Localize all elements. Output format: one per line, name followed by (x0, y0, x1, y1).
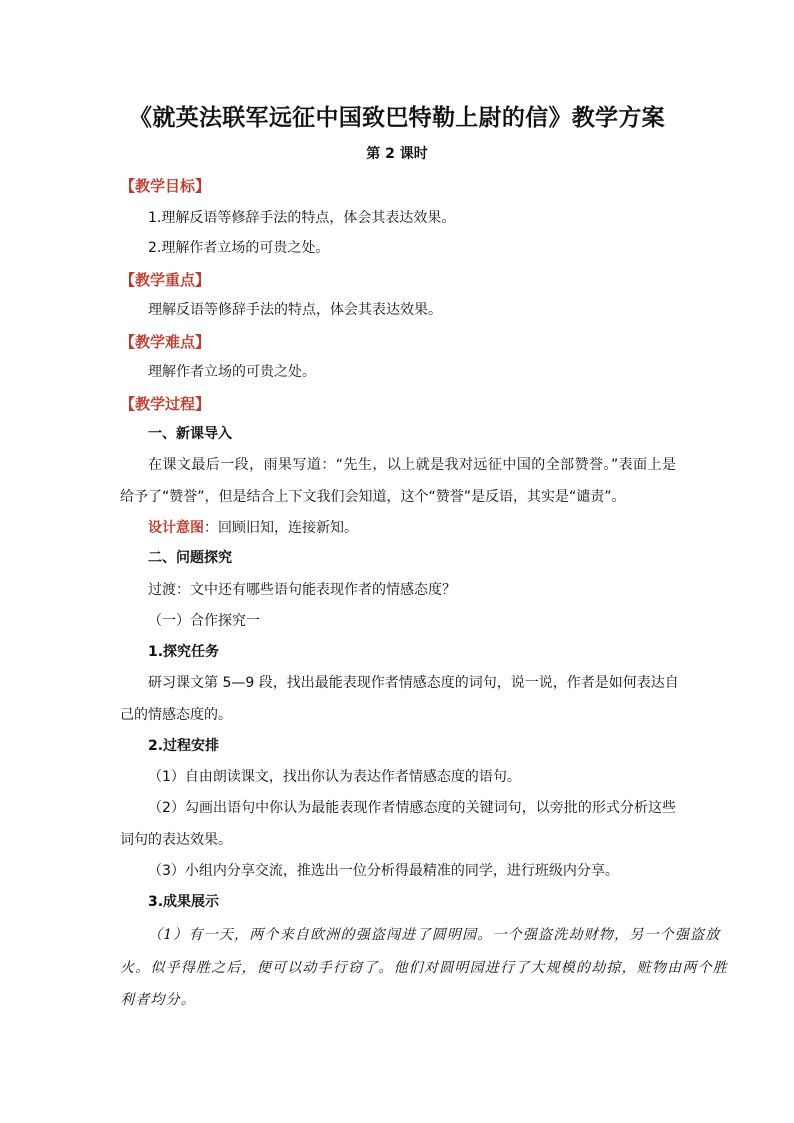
lesson-number: 第 2 课时 (366, 146, 428, 162)
step-2-line-2: 词句的表达效果。 (120, 832, 232, 848)
section-heading-difficulties: 【教学难点】 (120, 333, 211, 351)
section-heading-process: 【教学过程】 (120, 395, 211, 413)
part1-heading: 一、新课导入 (148, 426, 232, 442)
transition-text: 过渡：文中还有哪些语句能表现作者的情感态度？ (148, 582, 456, 598)
part1-paragraph-line-2: 给予了“赞誉”，但是结合上下文我们会知道，这个“赞誉”是反语，其实是“谴责”。 (120, 489, 626, 505)
result-quote-line-1: （1）有一天，两个来自欧洲的强盗闯进了圆明园。一个强盗洗劫财物，另一个强盗放 (148, 927, 721, 943)
document-title: 《就英法联军远征中国致巴特勒上尉的信》教学方案 (129, 104, 665, 131)
step-2-line-1: （2）勾画出语句中你认为最能表现作者情感态度的关键词句，以旁批的形式分析这些 (148, 800, 676, 816)
arrangement-heading: 2.过程安排 (148, 738, 220, 754)
task-text-line-1: 研习课文第 5—9 段，找出最能表现作者情感态度的词句，说一说，作者是如何表达自 (148, 675, 679, 691)
cooperative-inquiry-heading: （一）合作探究一 (148, 613, 260, 629)
part1-paragraph-line-1: 在课文最后一段，雨果写道：“先生，以上就是我对远征中国的全部赞誉。”表面上是 (148, 457, 676, 473)
result-quote-line-3: 利者均分。 (120, 992, 196, 1008)
task-heading: 1.探究任务 (148, 644, 220, 660)
step-3: （3）小组内分享交流，推选出一位分析得最精准的同学，进行班级内分享。 (148, 863, 619, 879)
design-intent-text: ：回顾旧知，连接新知。 (204, 520, 358, 536)
part2-heading: 二、问题探究 (148, 550, 232, 566)
difficulties-text: 理解作者立场的可贵之处。 (148, 364, 316, 380)
design-intent (148, 518, 358, 538)
goal-item-2: 2.理解作者立场的可贵之处。 (148, 240, 330, 256)
design-intent-label: 设计意图 (148, 520, 204, 536)
step-1: （1）自由朗读课文，找出你认为表达作者情感态度的语句。 (148, 769, 521, 785)
goal-item-1: 1.理解反语等修辞手法的特点，体会其表达效果。 (148, 210, 456, 226)
results-heading: 3.成果展示 (148, 894, 220, 910)
task-text-line-2: 己的情感态度的。 (120, 707, 232, 723)
key-points-text: 理解反语等修辞手法的特点，体会其表达效果。 (148, 302, 442, 318)
result-quote-line-2: 火。似乎得胜之后，便可以动手行窃了。他们对圆明园进行了大规模的劫掠，赃物由两个胜 (120, 960, 728, 976)
section-heading-key-points: 【教学重点】 (120, 271, 211, 289)
section-heading-goals: 【教学目标】 (120, 177, 211, 195)
